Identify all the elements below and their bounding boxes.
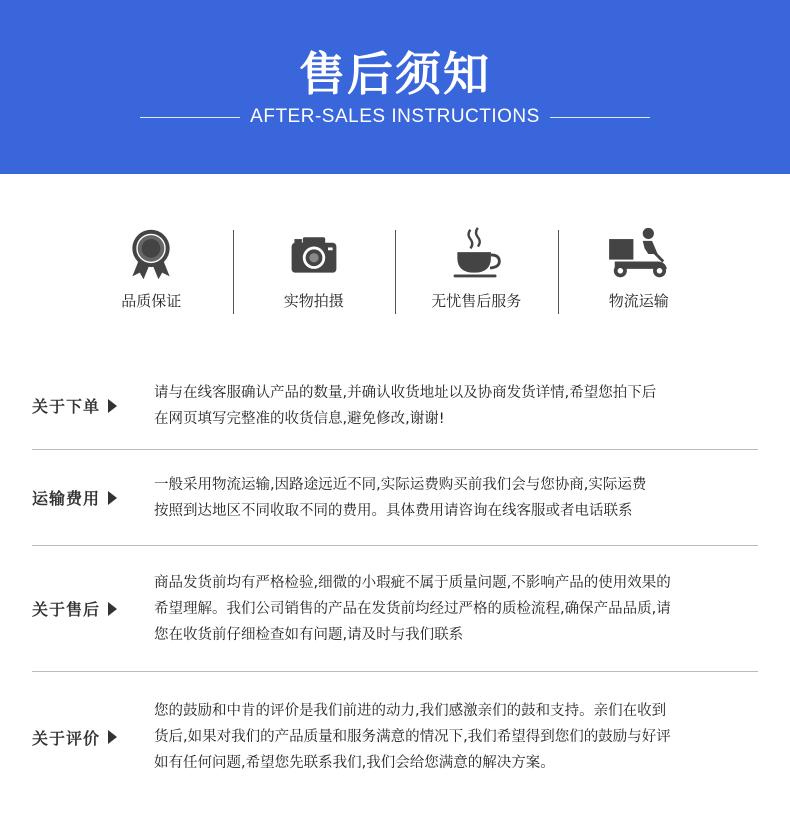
delivery-scooter-icon — [603, 226, 675, 282]
section-heading — [32, 597, 154, 620]
section-heading-text: 关于评价 — [32, 728, 101, 748]
triangle-right-icon — [108, 399, 117, 413]
section-after-sales — [32, 546, 758, 672]
section-heading-text: 关于售后 — [32, 600, 101, 619]
section-heading — [32, 726, 154, 749]
feature-photo — [233, 226, 396, 316]
header-banner — [0, 0, 790, 174]
coffee-cup-icon — [446, 226, 506, 282]
section-line: 您的鼓励和中肯的评价是我们前进的动力,我们感激亲们的鼓和支持。亲们在收到 — [154, 703, 667, 719]
section-heading — [32, 486, 154, 509]
feature-service — [395, 226, 558, 316]
triangle-right-icon — [108, 602, 117, 616]
section-line: 您在收货前仔细检查如有问题,请及时与我们联系 — [154, 626, 464, 643]
feature-quality — [70, 226, 233, 316]
section-line: 商品发货前均有严格检验,细微的小瑕疵不属于质量问题,不影响产品的使用效果的 — [154, 574, 671, 591]
section-line: 按照到达地区不同收取不同的费用。具体费用请咨询在线客服或者电话联系 — [154, 502, 633, 519]
section-heading-text: 关于下单 — [32, 397, 101, 416]
camera-icon — [284, 226, 344, 282]
section-body — [154, 570, 671, 648]
feature-logistics — [558, 226, 721, 316]
triangle-right-icon — [108, 491, 117, 505]
section-order — [32, 362, 758, 450]
subtitle-divider-right — [550, 117, 650, 118]
section-body — [154, 698, 671, 776]
subtitle-text: AFTER-SALES INSTRUCTIONS — [250, 106, 540, 127]
section-body — [154, 380, 656, 432]
instructions-list — [32, 362, 758, 802]
section-line: 一般采用物流运输,因路途远近不同,实际运费购买前我们会与您协商,实际运费 — [154, 476, 647, 493]
section-line: 希望理解。我们公司销售的产品在发货前均经过严格的质检流程,确保产品品质,请 — [154, 600, 671, 617]
feature-label: 物流运输 — [608, 292, 669, 310]
feature-strip — [70, 226, 720, 316]
section-shipping — [32, 450, 758, 546]
section-line: 在网页填写完整准的收货信息,避免修改,谢谢! — [154, 410, 445, 427]
section-line: 请与在线客服确认产品的数量,并确认收货地址以及协商发货详情,希望您拍下后 — [154, 384, 657, 401]
section-heading-text: 运输费用 — [32, 489, 101, 508]
section-body — [154, 472, 646, 524]
triangle-right-icon — [108, 730, 117, 744]
section-line: 货后,如果对我们的产品质量和服务满意的情况下,我们希望得到您们的鼓励与好评 — [154, 729, 671, 745]
subtitle-divider-left — [140, 117, 240, 118]
section-review — [32, 672, 758, 802]
feature-label: 品质保证 — [121, 292, 182, 310]
feature-label: 无忧售后服务 — [431, 292, 522, 310]
page-subtitle — [0, 106, 790, 128]
section-heading — [32, 394, 154, 417]
page-title: 售后须知 — [299, 47, 491, 101]
feature-label: 实物拍摄 — [283, 292, 344, 310]
section-line: 如有任何问题,希望您先联系我们,我们会给您满意的解决方案。 — [154, 755, 555, 771]
medal-icon — [121, 226, 181, 282]
